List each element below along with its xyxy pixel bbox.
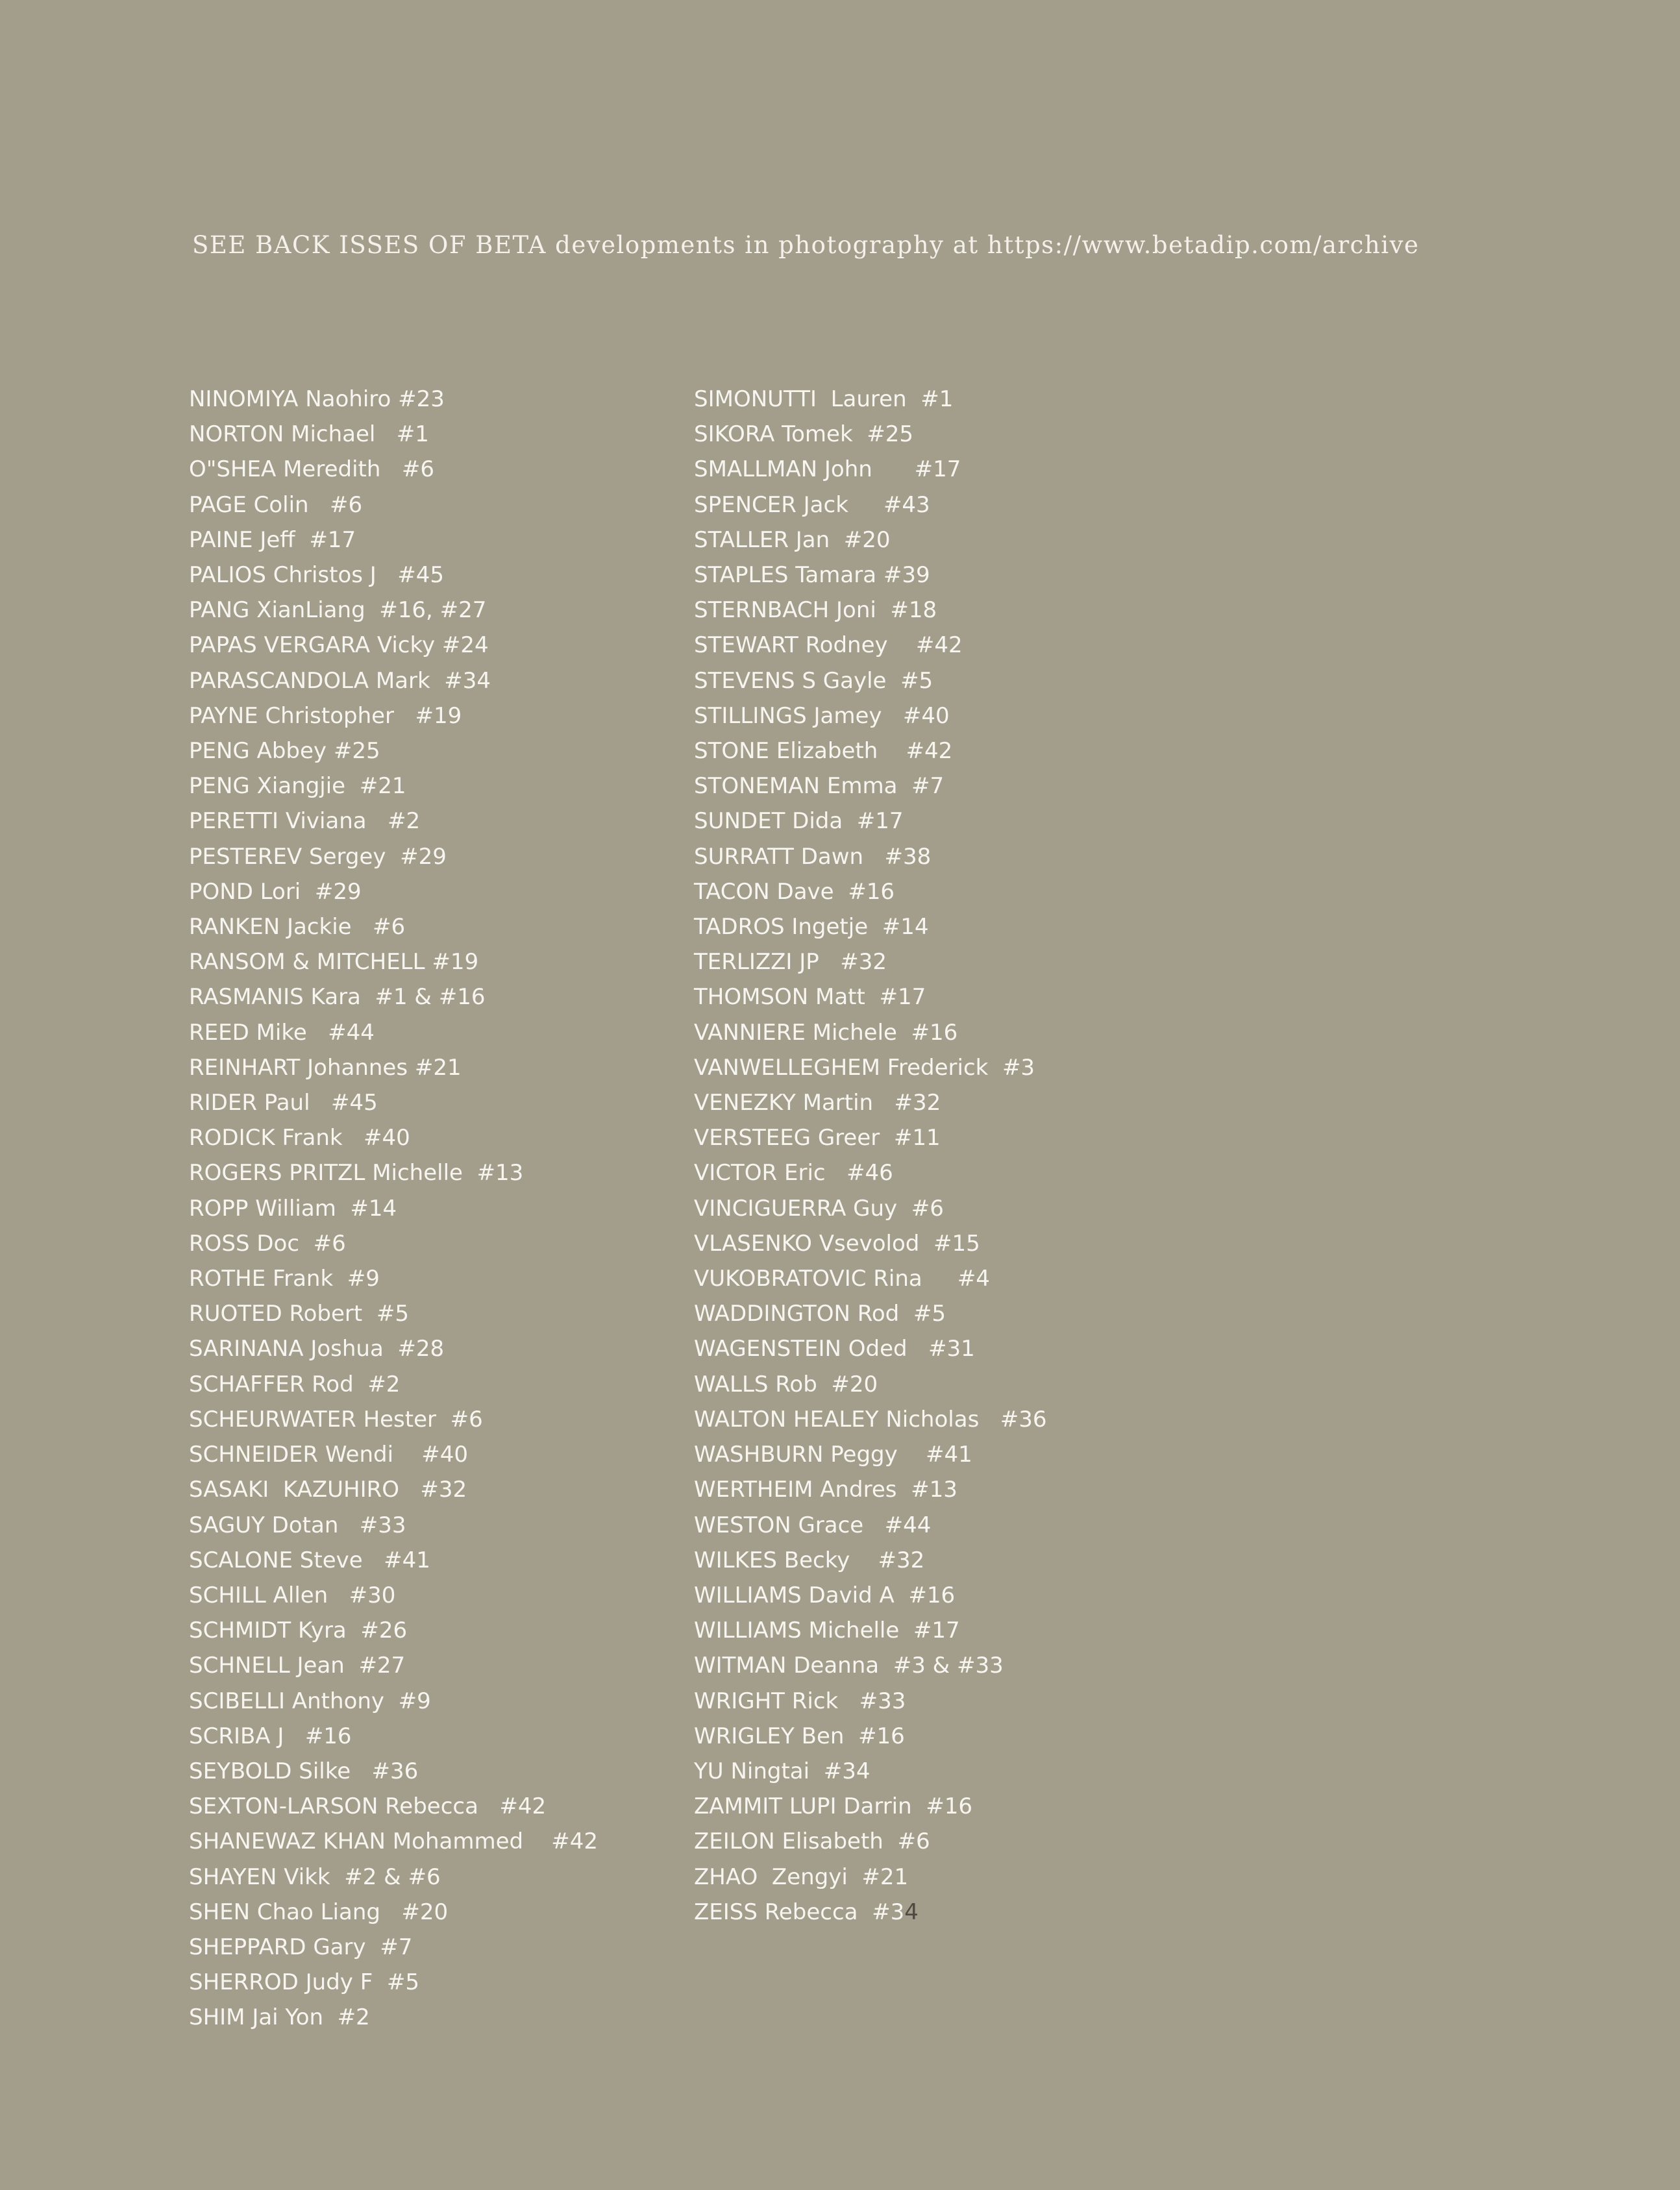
- list-item: SCRIBA J #16: [189, 1723, 352, 1749]
- list-item: PAINE Jeff #17: [189, 526, 356, 553]
- list-item: SHEN Chao Liang #20: [189, 1899, 449, 1925]
- list-item: YU Ningtai #34: [694, 1758, 871, 1784]
- list-item: WRIGLEY Ben #16: [694, 1723, 905, 1749]
- list-item: STERNBACH Joni #18: [694, 597, 937, 624]
- left-column-list: [189, 382, 598, 2036]
- list-item: PESTEREV Sergey #29: [189, 843, 447, 870]
- list-item: ZAMMIT LUPI Darrin #16: [694, 1793, 973, 1820]
- list-item-text-dim: 4: [904, 1899, 919, 1925]
- list-item: TACON Dave #16: [694, 878, 895, 905]
- list-item: REED Mike #44: [189, 1019, 375, 1046]
- list-item: SCHNELL Jean #27: [189, 1653, 406, 1679]
- list-item: SUNDET Dida #17: [694, 808, 904, 835]
- list-item: SHANEWAZ KHAN Mohammed #42: [189, 1828, 599, 1855]
- list-item: WILLIAMS Michelle #17: [694, 1618, 960, 1644]
- list-item: PAYNE Christopher #19: [189, 702, 462, 729]
- list-item: STALLER Jan #20: [694, 526, 891, 553]
- list-item: WERTHEIM Andres #13: [694, 1477, 957, 1503]
- list-item: PANG XianLiang #16, #27: [189, 597, 487, 624]
- list-item: STONE Elizabeth #42: [694, 738, 953, 765]
- list-item: WESTON Grace #44: [694, 1512, 932, 1538]
- list-item: VANWELLEGHEM Frederick #3: [694, 1054, 1035, 1081]
- list-item: REINHART Johannes #21: [189, 1054, 462, 1081]
- list-item: RODICK Frank #40: [189, 1125, 410, 1151]
- list-item: TADROS Ingetje #14: [694, 914, 929, 941]
- list-item: SIMONUTTI Lauren #1: [694, 386, 954, 412]
- list-item: SCHNEIDER Wendi #40: [189, 1442, 469, 1468]
- list-item: SEYBOLD Silke #36: [189, 1758, 419, 1784]
- list-item: NINOMIYA Naohiro #23: [189, 386, 445, 412]
- list-item: WALTON HEALEY Nicholas #36: [694, 1406, 1047, 1433]
- list-item: SHAYEN Vikk #2 & #6: [189, 1864, 441, 1890]
- list-item: VERSTEEG Greer #11: [694, 1125, 941, 1151]
- list-item: SASAKI KAZUHIRO #32: [189, 1477, 467, 1503]
- list-item: RIDER Paul #45: [189, 1090, 378, 1116]
- list-item: RASMANIS Kara #1 & #16: [189, 984, 486, 1011]
- list-item: ZEILON Elisabeth #6: [694, 1828, 930, 1855]
- list-item: RUOTED Robert #5: [189, 1301, 409, 1327]
- list-item: PALIOS Christos J #45: [189, 562, 444, 589]
- list-item: VUKOBRATOVIC Rina #4: [694, 1266, 990, 1292]
- list-item: SCIBELLI Anthony #9: [189, 1688, 431, 1714]
- list-item: SHEPPARD Gary #7: [189, 1934, 413, 1960]
- list-item: STAPLES Tamara #39: [694, 562, 930, 589]
- list-item: PARASCANDOLA Mark #34: [189, 667, 491, 694]
- list-item: ZHAO Zengyi #21: [694, 1864, 909, 1890]
- list-item: ROPP William #14: [189, 1195, 397, 1222]
- list-item: VENEZKY Martin #32: [694, 1090, 941, 1116]
- list-item: RANSOM & MITCHELL #19: [189, 949, 479, 976]
- list-item: ROTHE Frank #9: [189, 1266, 380, 1292]
- list-item: WAGENSTEIN Oded #31: [694, 1336, 975, 1362]
- list-item: SPENCER Jack #43: [694, 491, 930, 518]
- list-item: POND Lori #29: [189, 878, 362, 905]
- list-item: VINCIGUERRA Guy #6: [694, 1195, 944, 1222]
- list-item: PAGE Colin #6: [189, 491, 363, 518]
- list-item: PAPAS VERGARA Vicky #24: [189, 632, 489, 659]
- list-item: SCHAFFER Rod #2: [189, 1371, 401, 1397]
- list-item: WILLIAMS David A #16: [694, 1582, 956, 1608]
- list-item: PENG Xiangjie #21: [189, 773, 406, 800]
- list-item: PENG Abbey #25: [189, 738, 380, 765]
- list-item: SCHEURWATER Hester #6: [189, 1406, 483, 1433]
- list-item: PERETTI Viviana #2: [189, 808, 421, 835]
- list-item: SCHILL Allen #30: [189, 1582, 396, 1608]
- list-item: SIKORA Tomek #25: [694, 421, 914, 448]
- list-item: WILKES Becky #32: [694, 1547, 925, 1573]
- list-item: SARINANA Joshua #28: [189, 1336, 445, 1362]
- list-item: SHERROD Judy F #5: [189, 1969, 420, 1996]
- list-item: ROSS Doc #6: [189, 1230, 346, 1257]
- list-item: THOMSON Matt #17: [694, 984, 926, 1011]
- list-item: VANNIERE Michele #16: [694, 1019, 958, 1046]
- list-item: [694, 1895, 1046, 1930]
- list-item: NORTON Michael #1: [189, 421, 429, 448]
- list-item: VICTOR Eric #46: [694, 1160, 893, 1187]
- list-item: STEVENS S Gayle #5: [694, 667, 933, 694]
- list-item: STEWART Rodney #42: [694, 632, 963, 659]
- list-item: WITMAN Deanna #3 & #33: [694, 1653, 1004, 1679]
- list-item: STILLINGS Jamey #40: [694, 702, 950, 729]
- list-item: SMALLMAN John #17: [694, 456, 961, 483]
- list-item: SURRATT Dawn #38: [694, 843, 932, 870]
- list-item: WASHBURN Peggy #41: [694, 1442, 972, 1468]
- list-item: WALLS Rob #20: [694, 1371, 878, 1397]
- list-item: STONEMAN Emma #7: [694, 773, 945, 800]
- list-item: WRIGHT Rick #33: [694, 1688, 906, 1714]
- list-item: SCALONE Steve #41: [189, 1547, 430, 1573]
- list-item: ROGERS PRITZL Michelle #13: [189, 1160, 524, 1187]
- list-item: VLASENKO Vsevolod #15: [694, 1230, 980, 1257]
- list-item: SHIM Jai Yon #2: [189, 2004, 370, 2031]
- list-item-text: ZEISS Rebecca #3: [694, 1899, 905, 1925]
- list-item: O"SHEA Meredith #6: [189, 456, 434, 483]
- right-column-list: [694, 382, 1046, 1930]
- list-item: SEXTON-LARSON Rebecca #42: [189, 1793, 547, 1820]
- list-item: SCHMIDT Kyra #26: [189, 1618, 408, 1644]
- list-item: RANKEN Jackie #6: [189, 914, 406, 941]
- list-item: TERLIZZI JP #32: [694, 949, 887, 976]
- list-item: SAGUY Dotan #33: [189, 1512, 406, 1538]
- page-heading: SEE BACK ISSES OF BETA developments in photography at https://www.betadip.com/archive: [192, 231, 1420, 259]
- list-item: WADDINGTON Rod #5: [694, 1301, 946, 1327]
